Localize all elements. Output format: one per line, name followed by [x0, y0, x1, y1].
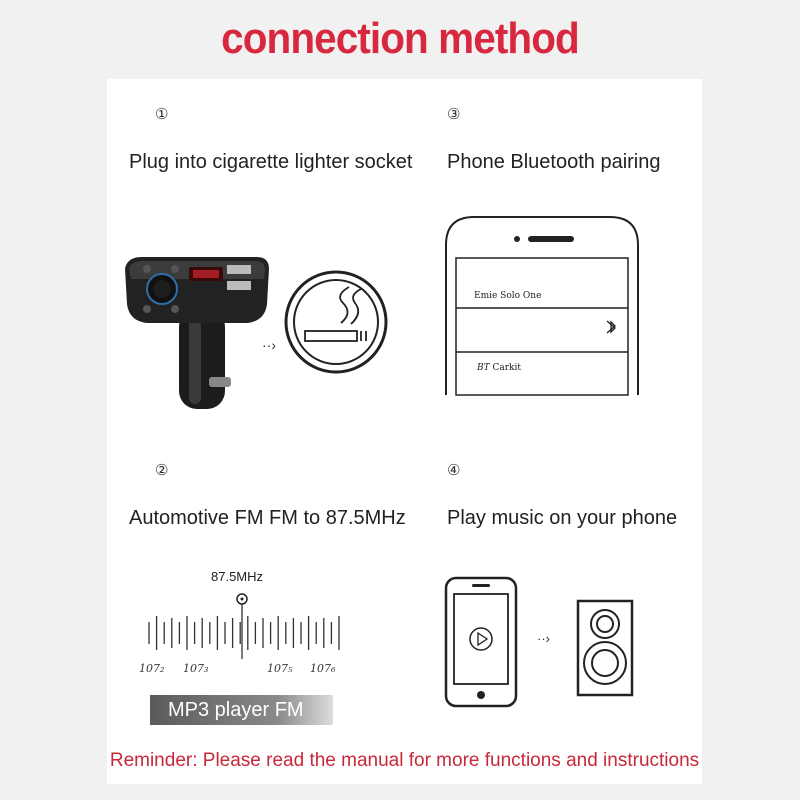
tick-label-3: 107₅	[267, 662, 293, 675]
step-2-label: Automotive FM FM to 87.5MHz	[129, 507, 406, 529]
fm-dial	[137, 591, 367, 671]
tick-label-2: 107₃	[183, 662, 209, 675]
device-item-3-label: Carkit	[492, 363, 522, 373]
instruction-card	[107, 79, 702, 784]
arrow-1: ··›	[262, 337, 276, 353]
tick-label-1: 107₂	[139, 662, 165, 675]
device-item-1: Emie Solo One	[474, 291, 542, 301]
frequency-label: 87.5MHz	[211, 569, 264, 584]
page-title: connection method	[221, 14, 579, 63]
step-4-label: Play music on your phone	[447, 507, 678, 529]
cigarette-socket-icon	[283, 269, 389, 375]
arrow-2: ··›	[537, 631, 550, 646]
mp3-player-badge: MP3 player FM	[150, 695, 333, 725]
step-3-label: Phone Bluetooth pairing	[447, 151, 661, 173]
step-1-label: Plug into cigarette lighter socket	[129, 151, 413, 173]
tick-label-4: 107₆	[310, 662, 336, 675]
bt-prefix: BT	[477, 363, 490, 373]
phone-play-icon	[444, 576, 518, 708]
speaker-icon	[576, 599, 634, 697]
step-1-number: ①	[155, 105, 169, 123]
device-item-3	[477, 363, 521, 373]
car-charger-illustration	[117, 249, 287, 419]
step-4-number: ④	[447, 461, 461, 479]
step-2-number: ②	[155, 461, 169, 479]
step-3-number: ③	[447, 105, 461, 123]
phone-bluetooth-illustration	[444, 215, 644, 395]
reminder-text: Reminder: Please read the manual for more functions and instructions	[109, 750, 700, 771]
frequency-marker-dot	[241, 598, 244, 601]
